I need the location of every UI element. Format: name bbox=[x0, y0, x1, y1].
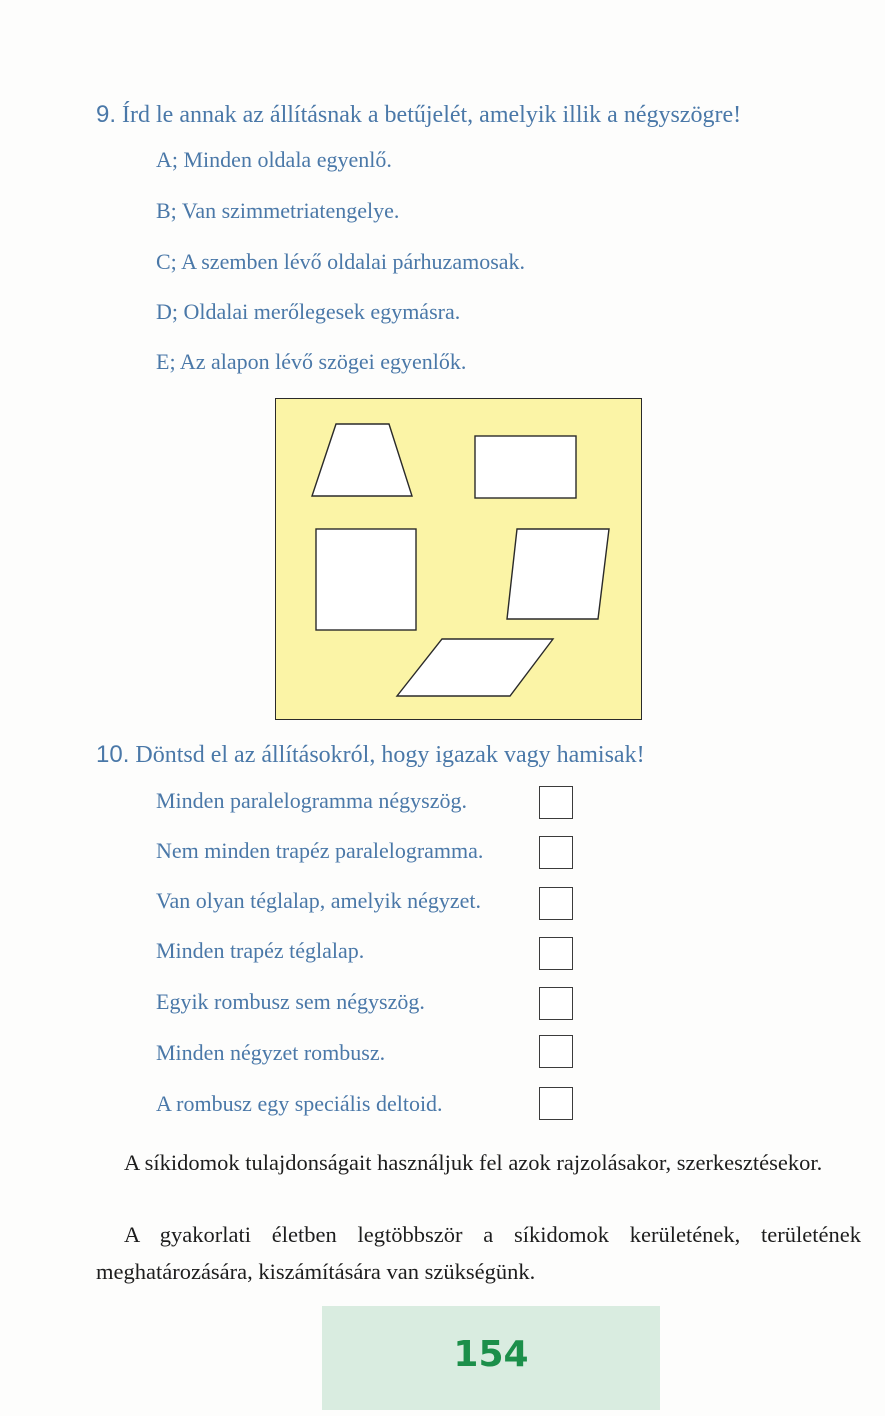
shapes-svg bbox=[276, 399, 643, 721]
option-e: E; Az alapon lévő szögei egyenlők. bbox=[156, 349, 467, 374]
rhombus-shape bbox=[397, 639, 553, 696]
statement-1: Minden paralelogramma négyszög. bbox=[156, 788, 467, 813]
rectangle-shape bbox=[475, 436, 576, 498]
question-9-title bbox=[96, 101, 741, 129]
parallelogram-shape bbox=[507, 529, 609, 619]
question-10-title bbox=[96, 741, 645, 769]
question-9-text: Írd le annak az állításnak a betűjelét, amelyik illik a négyszögre! bbox=[122, 102, 742, 128]
trapezoid-shape bbox=[312, 424, 412, 496]
answer-box-6[interactable] bbox=[539, 1035, 573, 1068]
statement-4: Minden trapéz téglalap. bbox=[156, 938, 365, 963]
statement-5: Egyik rombusz sem négyszög. bbox=[156, 989, 425, 1014]
answer-box-1[interactable] bbox=[539, 786, 573, 819]
statement-6: Minden négyzet rombusz. bbox=[156, 1040, 386, 1065]
answer-box-3[interactable] bbox=[539, 887, 573, 920]
page-number: 154 bbox=[453, 1334, 529, 1375]
page-footer bbox=[322, 1306, 660, 1410]
paragraph-1-text: A síkidomok tulajdonságait használjuk fel azok rajzolásakor, szerkesztésekor. bbox=[124, 1150, 823, 1175]
option-a: A; Minden oldala egyenlő. bbox=[156, 147, 392, 172]
question-10-text: Döntsd el az állításokról, hogy igazak vagy hamisak! bbox=[135, 742, 645, 768]
answer-box-5[interactable] bbox=[539, 987, 573, 1020]
question-10-number: 10. bbox=[96, 741, 130, 768]
statement-2: Nem minden trapéz paralelogramma. bbox=[156, 838, 484, 863]
answer-box-7[interactable] bbox=[539, 1087, 573, 1120]
option-b: B; Van szimmetriatengelye. bbox=[156, 198, 400, 223]
statement-3: Van olyan téglalap, amelyik négyzet. bbox=[156, 888, 481, 913]
option-c: C; A szemben lévő oldalai párhuzamosak. bbox=[156, 249, 526, 274]
square-shape bbox=[316, 529, 416, 630]
quadrilaterals-figure bbox=[275, 398, 642, 720]
option-d: D; Oldalai merőlegesek egymásra. bbox=[156, 299, 461, 324]
statement-7: A rombusz egy speciális deltoid. bbox=[156, 1091, 443, 1116]
paragraph-1 bbox=[96, 1144, 861, 1181]
question-9-number: 9. bbox=[96, 101, 117, 128]
answer-box-2[interactable] bbox=[539, 836, 573, 869]
paragraph-2-text: A gyakorlati életben legtöbbször a síkidomok kerületének, területének meghatározására, kiszámítására van szükségünk. bbox=[96, 1222, 861, 1284]
answer-box-4[interactable] bbox=[539, 937, 573, 970]
paragraph-2 bbox=[96, 1216, 861, 1290]
